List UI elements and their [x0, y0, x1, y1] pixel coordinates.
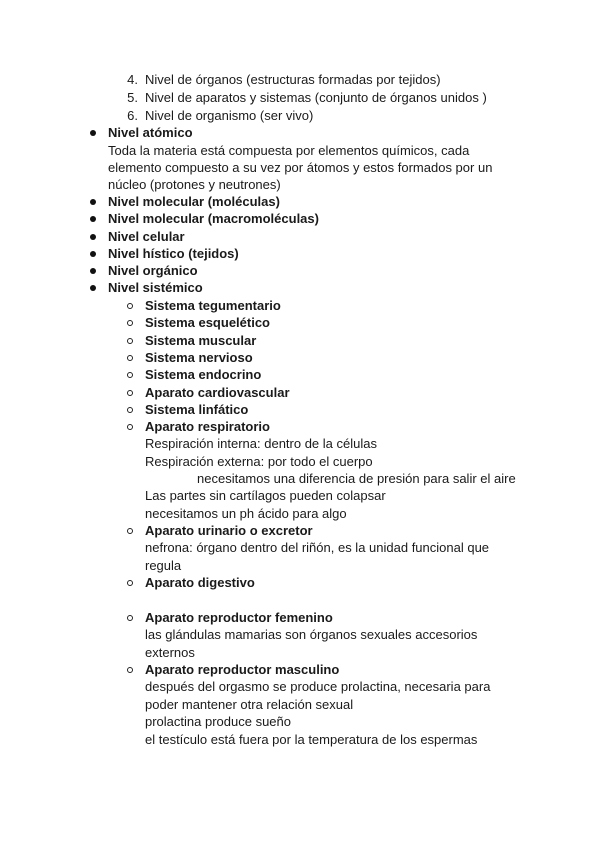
bullet-dot-icon	[90, 251, 96, 257]
heading-nivel-macromolecular: Nivel molecular (macromoléculas)	[108, 211, 319, 226]
bullet-dot-icon	[90, 285, 96, 291]
list-item-aparatos: Nivel de aparatos y sistemas (conjunto de órganos unidos )	[145, 90, 487, 105]
masculino-note: prolactina produce sueño	[145, 714, 291, 729]
heading-nivel-sistemico: Nivel sistémico	[108, 280, 203, 295]
masculino-note: poder mantener otra relación sexual	[145, 697, 354, 712]
system-muscular: Sistema muscular	[145, 333, 257, 348]
atomico-desc-line: elemento compuesto a su vez por átomos y estos formados por un	[108, 160, 493, 175]
heading-nivel-atomico: Nivel atómico	[108, 125, 193, 140]
list-number-6: 6.	[127, 108, 138, 123]
heading-nivel-celular: Nivel celular	[108, 229, 185, 244]
bullet-circle-icon	[127, 667, 133, 673]
urinario-note: nefrona: órgano dentro del riñón, es la unidad funcional que	[145, 540, 490, 555]
respiratorio-note: Respiración externa: por todo el cuerpo	[145, 454, 373, 469]
atomico-desc-line: Toda la materia está compuesta por elementos químicos, cada	[108, 143, 470, 158]
list-number-4: 4.	[127, 72, 138, 87]
system-reproductor-masculino: Aparato reproductor masculino	[145, 662, 340, 677]
bullet-circle-icon	[127, 355, 133, 361]
bullet-dot-icon	[90, 216, 96, 222]
masculino-note: después del orgasmo se produce prolactina, necesaria para	[145, 679, 491, 694]
bullet-circle-icon	[127, 528, 133, 534]
heading-nivel-organico: Nivel orgánico	[108, 263, 198, 278]
atomico-desc-line: núcleo (protones y neutrones)	[108, 177, 281, 192]
system-nervioso: Sistema nervioso	[145, 350, 253, 365]
list-number-5: 5.	[127, 90, 138, 105]
system-urinario: Aparato urinario o excretor	[145, 523, 313, 538]
heading-nivel-molecular: Nivel molecular (moléculas)	[108, 194, 280, 209]
bullet-circle-icon	[127, 338, 133, 344]
respiratorio-note: necesitamos un ph ácido para algo	[145, 506, 347, 521]
system-reproductor-femenino: Aparato reproductor femenino	[145, 610, 333, 625]
bullet-circle-icon	[127, 407, 133, 413]
respiratorio-note: Respiración interna: dentro de la células	[145, 436, 377, 451]
system-esqueletico: Sistema esquelético	[145, 315, 270, 330]
system-tegumentario: Sistema tegumentario	[145, 298, 281, 313]
bullet-dot-icon	[90, 130, 96, 136]
masculino-note: el testículo está fuera por la temperatura de los espermas	[145, 732, 478, 747]
bullet-circle-icon	[127, 372, 133, 378]
system-digestivo: Aparato digestivo	[145, 575, 255, 590]
bullet-circle-icon	[127, 424, 133, 430]
urinario-note: regula	[145, 558, 182, 573]
bullet-circle-icon	[127, 390, 133, 396]
system-respiratorio: Aparato respiratorio	[145, 419, 270, 434]
respiratorio-note-indented: necesitamos una diferencia de presión para salir el aire	[197, 471, 516, 486]
heading-nivel-histico: Nivel hístico (tejidos)	[108, 246, 239, 261]
list-item-organismo: Nivel de organismo (ser vivo)	[145, 108, 314, 123]
bullet-circle-icon	[127, 580, 133, 586]
bullet-dot-icon	[90, 234, 96, 240]
respiratorio-note: Las partes sin cartílagos pueden colapsar	[145, 488, 386, 503]
system-linfatico: Sistema linfático	[145, 402, 249, 417]
system-cardiovascular: Aparato cardiovascular	[145, 385, 290, 400]
femenino-note: externos	[145, 645, 195, 660]
bullet-circle-icon	[127, 615, 133, 621]
bullet-circle-icon	[127, 320, 133, 326]
system-endocrino: Sistema endocrino	[145, 367, 262, 382]
bullet-dot-icon	[90, 199, 96, 205]
bullet-dot-icon	[90, 268, 96, 274]
bullet-circle-icon	[127, 303, 133, 309]
list-item-organos: Nivel de órganos (estructuras formadas por tejidos)	[145, 72, 441, 87]
femenino-note: las glándulas mamarias son órganos sexuales accesorios	[145, 627, 478, 642]
